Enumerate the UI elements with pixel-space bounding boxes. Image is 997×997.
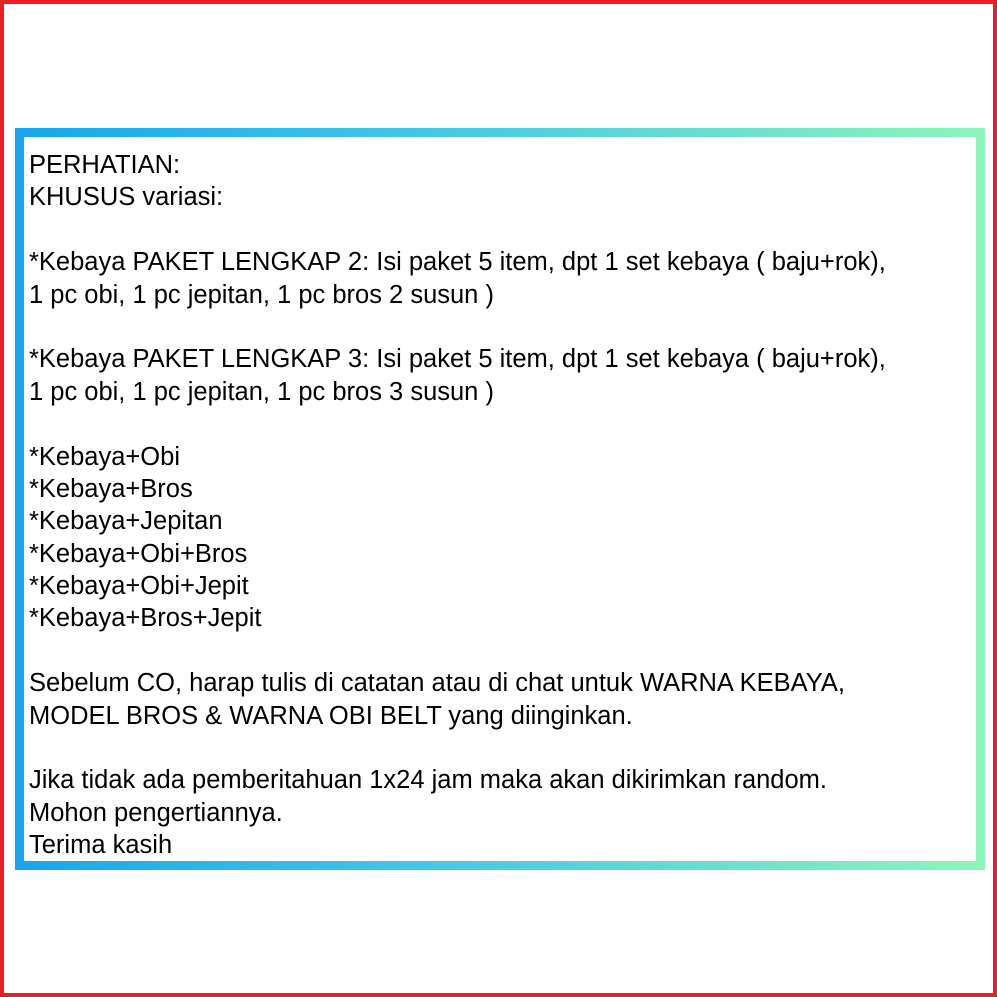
- spacer: [29, 311, 976, 343]
- closing-line-1: Jika tidak ada pemberitahuan 1x24 jam maka akan dikirimkan random.: [29, 766, 827, 795]
- variant-item: *Kebaya+Obi: [29, 442, 180, 471]
- paket2-line-1: *Kebaya PAKET LENGKAP 2: Isi paket 5 item, dpt 1 set kebaya ( baju+rok),: [29, 248, 886, 277]
- closing-line-3: Terima kasih: [29, 831, 173, 860]
- variant-item: *Kebaya+Bros+Jepit: [29, 604, 262, 633]
- paket2-line-2: 1 pc obi, 1 pc jepitan, 1 pc bros 2 susun ): [29, 280, 494, 309]
- spacer: [29, 408, 976, 440]
- instruction-line-2: MODEL BROS & WARNA OBI BELT yang diinginkan.: [29, 701, 633, 730]
- variant-item: *Kebaya+Obi+Jepit: [29, 572, 249, 601]
- paket3-line-1: *Kebaya PAKET LENGKAP 3: Isi paket 5 item, dpt 1 set kebaya ( baju+rok),: [29, 345, 886, 374]
- paket3-line-2: 1 pc obi, 1 pc jepitan, 1 pc bros 3 susun ): [29, 377, 494, 406]
- spacer: [29, 635, 976, 667]
- instruction-line-1: Sebelum CO, harap tulis di catatan atau di chat untuk WARNA KEBAYA,: [29, 669, 845, 698]
- variant-item: *Kebaya+Bros: [29, 474, 193, 503]
- notice-title: PERHATIAN:: [29, 151, 181, 179]
- notice-box: [24, 137, 976, 861]
- variant-item: *Kebaya+Jepitan: [29, 507, 223, 536]
- closing-line-2: Mohon pengertiannya.: [29, 798, 283, 827]
- spacer: [29, 214, 976, 246]
- variant-item: *Kebaya+Obi+Bros: [29, 539, 248, 568]
- spacer: [29, 732, 976, 764]
- notice-subtitle: KHUSUS variasi:: [29, 183, 224, 212]
- gradient-border-frame: [15, 128, 985, 870]
